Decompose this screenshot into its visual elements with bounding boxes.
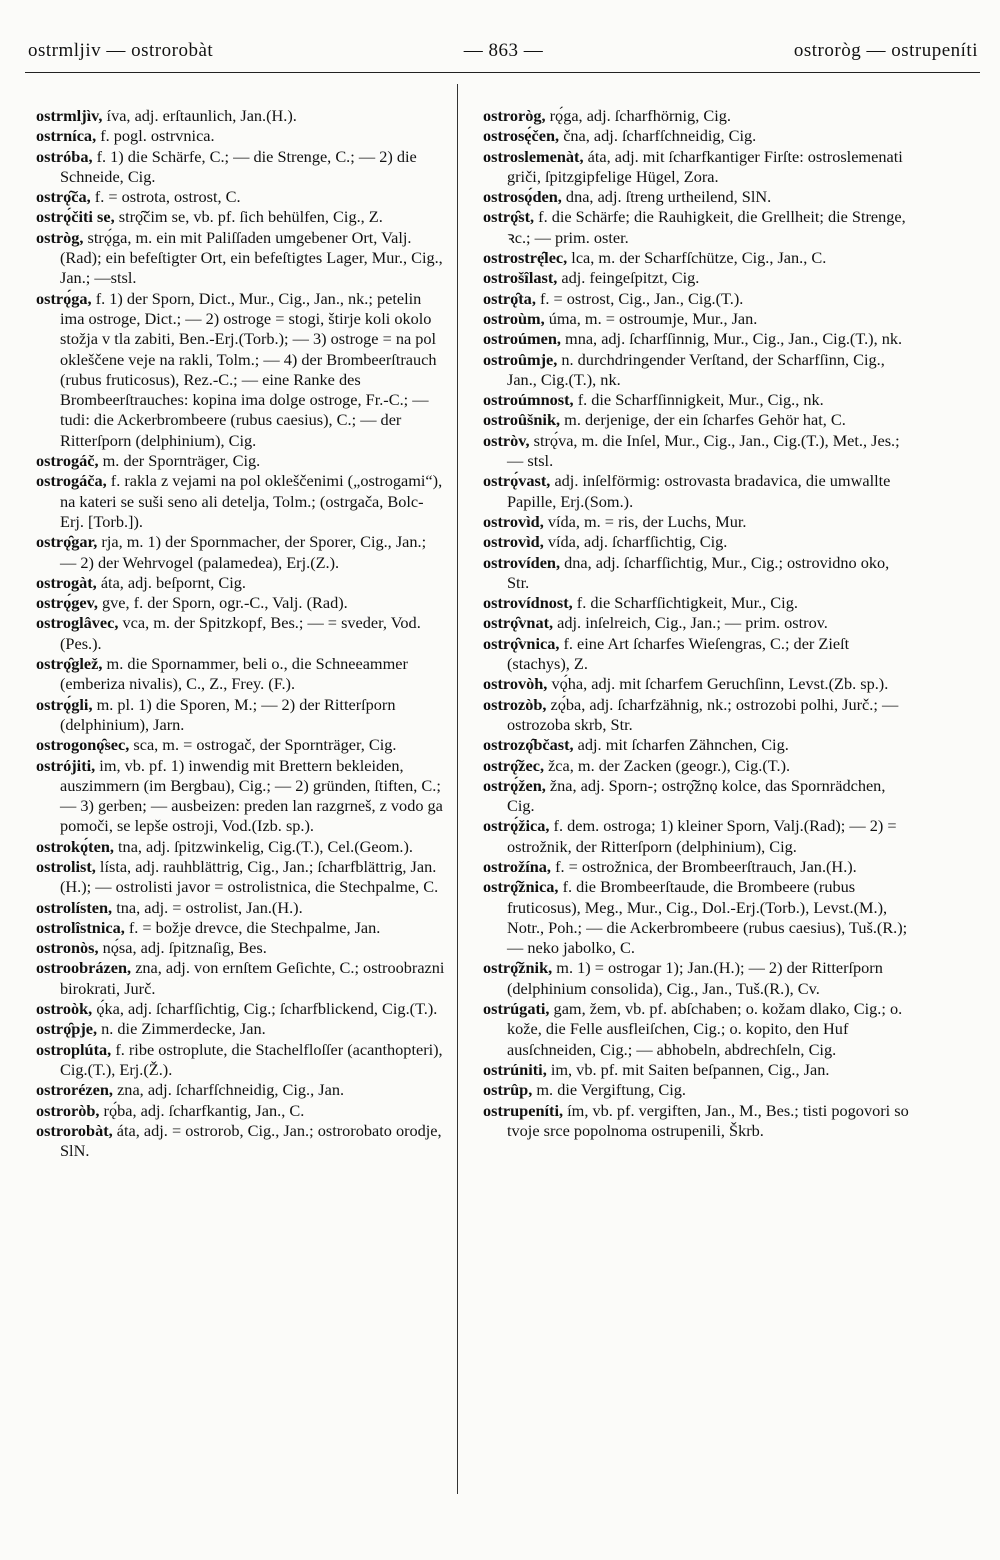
entry-headword: ostrogáča, bbox=[36, 471, 107, 491]
dictionary-entry bbox=[483, 350, 915, 391]
entry-headword: ostroûšnik, bbox=[483, 410, 561, 430]
dictionary-entry bbox=[36, 207, 446, 227]
entry-definition: f. ribe ostroplute, die Stachelfloſſer (acanthopteri), Cig.(T.), Erj.(Ž.). bbox=[60, 1039, 443, 1079]
entry-definition: rǫ́ba, adj. ſcharfkantig, Jan., C. bbox=[99, 1100, 305, 1120]
dictionary-entry bbox=[483, 1101, 915, 1142]
dictionary-entry bbox=[483, 735, 915, 755]
entry-headword: ostroùm, bbox=[483, 308, 545, 328]
entry-headword: ostrníca, bbox=[36, 126, 97, 146]
entry-definition: sca, m. = ostrogač, der Spornträger, Cig. bbox=[129, 735, 397, 755]
entry-headword: ostrupeníti, bbox=[483, 1100, 564, 1120]
entry-headword: ostrorézen, bbox=[36, 1080, 114, 1100]
dictionary-entry bbox=[36, 289, 446, 451]
entry-definition: f. die Scharfſinnigkeit, Mur., Cig., nk. bbox=[573, 390, 824, 410]
dictionary-entry bbox=[483, 756, 915, 776]
dictionary-entry bbox=[36, 958, 446, 999]
entry-headword: ostrosę́čen, bbox=[483, 126, 560, 146]
entry-definition: vǫ́ha, adj. mit ſcharfem Geruchſinn, Levst.(Zb. sp.). bbox=[547, 674, 889, 694]
entry-headword: ostroglâvec, bbox=[36, 613, 119, 633]
entry-definition: f. die Brombeerſtaude, die Brombeere (rubus fruticosus), Meg., Mur., Cig., Dol.-Erj.(Torb.), Levst.(M.), Notr., Poh.; — die Ackerbrombeere (rubus caesius), Tuš.(R.); — neko jabolko, C. bbox=[507, 877, 908, 958]
entry-definition: f. = božje drevce, die Stechpalme, Jan. bbox=[124, 917, 381, 937]
entry-headword: ostroròb, bbox=[36, 1100, 100, 1120]
entry-headword: ostrovòh, bbox=[483, 674, 548, 694]
dictionary-entry bbox=[483, 329, 915, 349]
entry-headword: ostrolîstnica, bbox=[36, 917, 125, 937]
dictionary-entry bbox=[36, 837, 446, 857]
entry-definition: m. 1) = ostrogar 1); Jan.(H.); — 2) der Ritterſporn (delphinium consolida), Cig., Jan., Tuš.(R.), Cv. bbox=[507, 958, 883, 998]
entry-definition: dna, adj. ſtreng urtheilend, SlN. bbox=[561, 187, 772, 207]
dictionary-entry bbox=[36, 126, 446, 146]
entry-headword: ostròv, bbox=[483, 430, 530, 450]
left-column bbox=[36, 106, 446, 1506]
dictionary-entry bbox=[483, 958, 915, 999]
entry-definition: vída, m. = ris, der Luchs, Mur. bbox=[543, 511, 747, 531]
dictionary-entry bbox=[483, 553, 915, 594]
entry-definition: vída, adj. ſcharfſichtig, Cig. bbox=[543, 532, 728, 552]
entry-definition: m. die Vergiftung, Cig. bbox=[532, 1080, 686, 1100]
entry-headword: ostrošîlast, bbox=[483, 268, 558, 288]
entry-definition: strǫ́va, m. die Inſel, Mur., Cig., Jan., Cig.(T.), Met., Jes.; — stsl. bbox=[507, 430, 900, 471]
entry-headword: ostrozòb, bbox=[483, 694, 547, 714]
entry-headword: ostrǫ́žen, bbox=[483, 775, 546, 795]
entry-headword: ostrožína, bbox=[483, 856, 551, 876]
dictionary-entry bbox=[483, 187, 915, 207]
entry-headword: ostroúmen, bbox=[483, 329, 561, 349]
entry-definition: áta, adj. beſpornt, Cig. bbox=[96, 572, 246, 592]
entry-definition: čna, adj. ſcharfſchneidig, Cig. bbox=[559, 126, 757, 146]
entry-definition: zǫ́ba, adj. ſcharfzähnig, nk.; ostrozobi polhi, Jurč.; — ostrozoba skrb, Str. bbox=[507, 694, 899, 734]
entry-definition: tna, adj. ſpitzwinkelig, Cig.(T.), Cel.(Geom.). bbox=[113, 836, 413, 856]
entry-headword: ostrorobàt, bbox=[36, 1120, 113, 1140]
dictionary-entry bbox=[483, 207, 915, 248]
dictionary-entry bbox=[483, 106, 915, 126]
dictionary-entry bbox=[483, 695, 915, 736]
entry-definition: áta, adj. mit ſcharfkantiger Firſte: ostroslemenati griči, ſpitzgipfelige Hügel, Zora. bbox=[507, 146, 903, 186]
entry-headword: ostrǫ̑vnica, bbox=[483, 633, 560, 653]
dictionary-entry bbox=[483, 1080, 915, 1100]
dictionary-entry bbox=[36, 573, 446, 593]
dictionary-entry bbox=[36, 147, 446, 188]
entry-definition: lca, m. der Scharfſchütze, Cig., Jan., C. bbox=[567, 248, 827, 268]
entry-definition: m. der Spornträger, Cig. bbox=[98, 451, 261, 471]
entry-definition: im, vb. pf. mit Saiten beſpannen, Cig., Jan. bbox=[546, 1059, 830, 1079]
entry-definition: f. 1) der Sporn, Dict., Mur., Cig., Jan., nk.; petelin ima ostroge, Dict.; — 2) ostroge = stogi, štirje koli okolo stožja v tla zabiti, Ben.-Erj.(Torb.); — 3) ostroge = na pol okleščene veje na rakli, Tolm.; — 4) der Brombeerſtrauch (rubus fruticosus), Rez.-C.; — eine Ranke des Brombeerſtrauches: kopina ima dolge ostroge, Fr.-C.; — tudi: die Ackerbrombeere (rubus caesius), C.; — der Ritterſporn (delphinium), Cig. bbox=[60, 288, 437, 450]
entry-definition: strǫ́ga, m. ein mit Paliſſaden umgebener Ort, Valj.(Rad); ein befeſtigter Ort, ein befeſtigtes Lager, Mur., Cig., Jan.; —stsl. bbox=[60, 227, 443, 288]
entry-definition: m. pl. 1) die Sporen, M.; — 2) der Ritterſporn (delphinium), Jarn. bbox=[60, 694, 396, 734]
dictionary-entry bbox=[36, 471, 446, 532]
entry-headword: ostròg, bbox=[36, 227, 84, 247]
entry-headword: ostrosǫ́den, bbox=[483, 187, 562, 207]
dictionary-entry bbox=[483, 532, 915, 552]
entry-headword: ostrǫ̑vnat, bbox=[483, 613, 554, 633]
page-number: — 863 — bbox=[463, 40, 544, 61]
dictionary-entry bbox=[36, 228, 446, 289]
entry-definition: lísta, adj. rauhblättrig, Cig., Jan.; ſcharfblättrig, Jan.(H.); — ostrolisti javor = ostrolistnica, die Stechpalme, C. bbox=[60, 856, 439, 897]
dictionary-entry bbox=[36, 532, 446, 573]
dictionary-entry bbox=[483, 674, 915, 694]
entry-definition: áta, adj. = ostrorob, Cig., Jan.; ostrorobato orodje, SlN. bbox=[60, 1120, 442, 1161]
dictionary-entry bbox=[483, 390, 915, 410]
entry-headword: ostrúniti, bbox=[483, 1059, 547, 1079]
entry-definition: f. eine Art ſcharfes Wieſengras, C.; der Zieſt (stachys), Z. bbox=[507, 633, 850, 674]
dictionary-entry bbox=[36, 918, 446, 938]
dictionary-entry bbox=[483, 126, 915, 146]
dictionary-entry bbox=[483, 613, 915, 633]
entry-definition: žna, adj. Sporn-; ostrǫ̑žnǫ kolce, das Spornrädchen, Cig. bbox=[507, 775, 886, 816]
entry-definition: f. = ostrost, Cig., Jan., Cig.(T.). bbox=[535, 288, 744, 308]
dictionary-entry bbox=[483, 431, 915, 472]
dictionary-entry bbox=[483, 877, 915, 958]
entry-definition: ím, vb. pf. vergiften, Jan., M., Bes.; tisti pogovori so tvoje srce popolnoma ostrupenili, Škrb. bbox=[507, 1100, 909, 1140]
entry-headword: ostrovídnost, bbox=[483, 593, 573, 613]
entry-definition: dna, adj. ſcharfſichtig, Mur., Cig.; ostrovidno oko, Str. bbox=[507, 552, 890, 592]
dictionary-entry bbox=[483, 410, 915, 430]
entry-definition: nǫ́sa, adj. ſpitznaſig, Bes. bbox=[98, 938, 267, 958]
header-right-guideword: ostroròg — ostrupeníti bbox=[793, 40, 978, 61]
entry-headword: ostroslemenàt, bbox=[483, 146, 584, 166]
entry-headword: ostrǫ̑ča, bbox=[36, 187, 91, 207]
entry-definition: adj. feingeſpitzt, Cig. bbox=[557, 268, 700, 288]
dictionary-entry bbox=[36, 1019, 446, 1039]
entry-definition: strǫ̑čim se, vb. pf. ſich behülfen, Cig., Z. bbox=[114, 207, 383, 227]
page-header bbox=[28, 36, 978, 66]
dictionary-entry bbox=[483, 248, 915, 268]
right-column bbox=[483, 106, 915, 1506]
dictionary-entry bbox=[36, 1040, 446, 1081]
entry-headword: ostrǫ̑glež, bbox=[36, 654, 103, 674]
column-divider bbox=[457, 84, 458, 1494]
dictionary-entry bbox=[36, 187, 446, 207]
entry-headword: ostrójiti, bbox=[36, 755, 96, 775]
header-left-guideword: ostrmljiv — ostrorobàt bbox=[28, 40, 214, 61]
entry-headword: ostrǫ̑žnica, bbox=[483, 877, 559, 897]
entry-headword: ostrovìd, bbox=[483, 511, 544, 531]
entry-headword: ostrolist, bbox=[36, 856, 96, 876]
dictionary-entry bbox=[36, 1121, 446, 1162]
entry-definition: žca, m. der Zacken (geogr.), Cig.(T.). bbox=[544, 755, 791, 775]
entry-headword: ostroòk, bbox=[36, 999, 93, 1019]
entry-headword: ostrǫ́gev, bbox=[36, 593, 98, 613]
entry-definition: vca, m. der Spitzkopf, Bes.; — = sveder, Vod.(Pes.). bbox=[60, 613, 421, 653]
dictionary-entry bbox=[483, 289, 915, 309]
entry-definition: úma, m. = ostroumje, Mur., Jan. bbox=[544, 308, 758, 328]
entry-definition: rǫ́ga, adj. ſcharfhörnig, Cig. bbox=[545, 106, 731, 125]
entry-headword: ostronòs, bbox=[36, 938, 99, 958]
entry-definition: gve, f. der Sporn, ogr.-C., Valj. (Rad). bbox=[97, 593, 348, 613]
dictionary-entry bbox=[36, 898, 446, 918]
entry-headword: ostrolísten, bbox=[36, 897, 113, 917]
dictionary-entry bbox=[36, 857, 446, 898]
entry-headword: ostrûp, bbox=[483, 1080, 533, 1100]
entry-definition: zna, adj. von ernſtem Geſichte, C.; ostroobrazni birokrati, Jurč. bbox=[60, 958, 445, 998]
dictionary-entry bbox=[36, 938, 446, 958]
header-rule bbox=[25, 72, 980, 73]
entry-headword: ostrǫ́vast, bbox=[483, 471, 551, 491]
dictionary-entry bbox=[36, 695, 446, 736]
entry-definition: m. derjenige, der ein ſcharfes Gehör hat, C. bbox=[560, 410, 846, 430]
entry-definition: m. die Spornammer, beli o., die Schneeammer (emberiza nivalis), C., Z., Frey. (F.). bbox=[60, 654, 408, 694]
entry-headword: ostrokǫ́ten, bbox=[36, 836, 114, 856]
entry-definition: f. = ostrota, ostrost, C. bbox=[90, 187, 241, 207]
dictionary-entry bbox=[36, 756, 446, 837]
entry-headword: ostrǫ̑žnik, bbox=[483, 958, 553, 978]
entry-definition: zna, adj. ſcharfſchneidig, Cig., Jan. bbox=[113, 1080, 345, 1100]
dictionary-entry bbox=[36, 451, 446, 471]
entry-headword: ostroròg, bbox=[483, 106, 546, 125]
entry-headword: ostrǫ̑žec, bbox=[483, 755, 545, 775]
entry-headword: ostroobrázen, bbox=[36, 958, 132, 978]
dictionary-entry bbox=[483, 999, 915, 1060]
entry-headword: ostrǫ̑gar, bbox=[36, 532, 98, 552]
dictionary-entry bbox=[483, 816, 915, 857]
entry-headword: ostróba, bbox=[36, 146, 93, 166]
entry-headword: ostrogonǫ̑sec, bbox=[36, 735, 130, 755]
entry-headword: ostrǫ́ga, bbox=[36, 288, 92, 308]
entry-definition: f. 1) die Schärfe, C.; — die Strenge, C.; — 2) die Schneide, Cig. bbox=[60, 146, 417, 186]
entry-headword: ostrmljìv, bbox=[36, 106, 103, 125]
dictionary-entry bbox=[36, 654, 446, 695]
entry-definition: adj. inſelreich, Cig., Jan.; — prim. ostrov. bbox=[553, 613, 828, 633]
dictionary-entry bbox=[483, 857, 915, 877]
entry-headword: ostroûmje, bbox=[483, 349, 558, 369]
entry-definition: tna, adj. = ostrolist, Jan.(H.). bbox=[112, 897, 303, 917]
dictionary-entry bbox=[483, 776, 915, 817]
entry-headword: ostroplúta, bbox=[36, 1039, 112, 1059]
entry-headword: ostrovìd, bbox=[483, 532, 544, 552]
dictionary-entry bbox=[36, 999, 446, 1019]
entry-definition: gam, žem, vb. pf. abſchaben; o. kožam dlako, Cig.; o. kože, die Felle ausfleiſchen, Cig.; o. kopito, den Huf ausſchneiden, Cig.; — abhobeln, abdrechſeln, Cig. bbox=[507, 999, 903, 1059]
entry-definition: f. dem. ostroga; 1) kleiner Sporn, Valj.(Rad); — 2) = ostrožnik, der Ritterſporn (delphinium), Cig. bbox=[507, 816, 897, 856]
entry-headword: ostrovíden, bbox=[483, 552, 561, 572]
dictionary-entry bbox=[36, 735, 446, 755]
entry-definition: mna, adj. ſcharfſinnig, Mur., Cig., Jan., Cig.(T.), nk. bbox=[560, 329, 903, 349]
entry-headword: ostroúmnost, bbox=[483, 390, 574, 410]
entry-definition: n. durchdringender Verſtand, der Scharfſinn, Cig., Jan., Cig.(T.), nk. bbox=[507, 349, 885, 389]
entry-headword: ostrǫ̑ta, bbox=[483, 288, 536, 308]
entry-headword: ostrogàt, bbox=[36, 572, 97, 592]
dictionary-entry bbox=[36, 593, 446, 613]
entry-headword: ostrǫ̑st, bbox=[483, 207, 535, 227]
dictionary-entry bbox=[483, 268, 915, 288]
entry-headword: ostrǫ́gli, bbox=[36, 694, 93, 714]
dictionary-entry bbox=[36, 1080, 446, 1100]
entry-definition: n. die Zimmerdecke, Jan. bbox=[97, 1019, 266, 1039]
dictionary-entry bbox=[483, 471, 915, 512]
entry-headword: ostrǫ̑pje, bbox=[36, 1019, 98, 1039]
entry-definition: rja, m. 1) der Spornmacher, der Sporer, Cig., Jan.; — 2) der Wehrvogel (palamedea), Erj.(Z.). bbox=[60, 532, 427, 572]
dictionary-entry bbox=[483, 593, 915, 613]
entry-headword: ostrostrę̑lec, bbox=[483, 248, 568, 268]
dictionary-entry bbox=[483, 309, 915, 329]
entry-definition: f. rakla z vejami na pol okleščenimi („ostrogami“), na kateri se suši seno ali detelja, Tolm.; (ostrgača, Bolc-Erj. [Torb.]). bbox=[60, 471, 443, 531]
entry-definition: f. die Scharfſichtigkeit, Mur., Cig. bbox=[572, 593, 798, 613]
entry-definition: adj. inſelförmig: ostrovasta bradavica, die umwallte Papille, Erj.(Som.). bbox=[507, 471, 891, 511]
entry-definition: íva, adj. erſtaunlich, Jan.(H.). bbox=[102, 106, 297, 125]
dictionary-entry bbox=[483, 147, 915, 188]
entry-headword: ostrǫ́čiti se, bbox=[36, 207, 115, 227]
entry-definition: f. = ostrožnica, der Brombeerſtrauch, Jan.(H.). bbox=[551, 856, 857, 876]
dictionary-entry bbox=[483, 634, 915, 675]
entry-headword: ostrozǫ̑bčast, bbox=[483, 735, 574, 755]
dictionary-entry bbox=[36, 106, 446, 126]
entry-headword: ostrǫ́žica, bbox=[483, 816, 550, 836]
entry-definition: im, vb. pf. 1) inwendig mit Brettern bekleiden, auszimmern (im Bergbau), Cig.; — 2) gründen, ſtiften, C.; — 3) gerben; — ausbeizen: preden lan razgrneš, z vodo ga pomoči, se lepše ostroji, Vod.(Izb. sp.). bbox=[60, 755, 443, 836]
dictionary-entry bbox=[483, 512, 915, 532]
entry-definition: f. pogl. ostrvnica. bbox=[96, 126, 215, 146]
dictionary-entry bbox=[483, 1060, 915, 1080]
entry-headword: ostrogáč, bbox=[36, 451, 99, 471]
dictionary-entry bbox=[36, 613, 446, 654]
entry-headword: ostrúgati, bbox=[483, 999, 550, 1019]
dictionary-entry bbox=[36, 1101, 446, 1121]
entry-definition: f. die Schärfe; die Rauhigkeit, die Grellheit; die Strenge, ꝛc.; — prim. oster. bbox=[507, 207, 906, 247]
entry-definition: ǫ́ka, adj. ſcharfſichtig, Cig.; ſcharfblickend, Cig.(T.). bbox=[92, 999, 438, 1019]
entry-definition: adj. mit ſcharfen Zähnchen, Cig. bbox=[573, 735, 789, 755]
